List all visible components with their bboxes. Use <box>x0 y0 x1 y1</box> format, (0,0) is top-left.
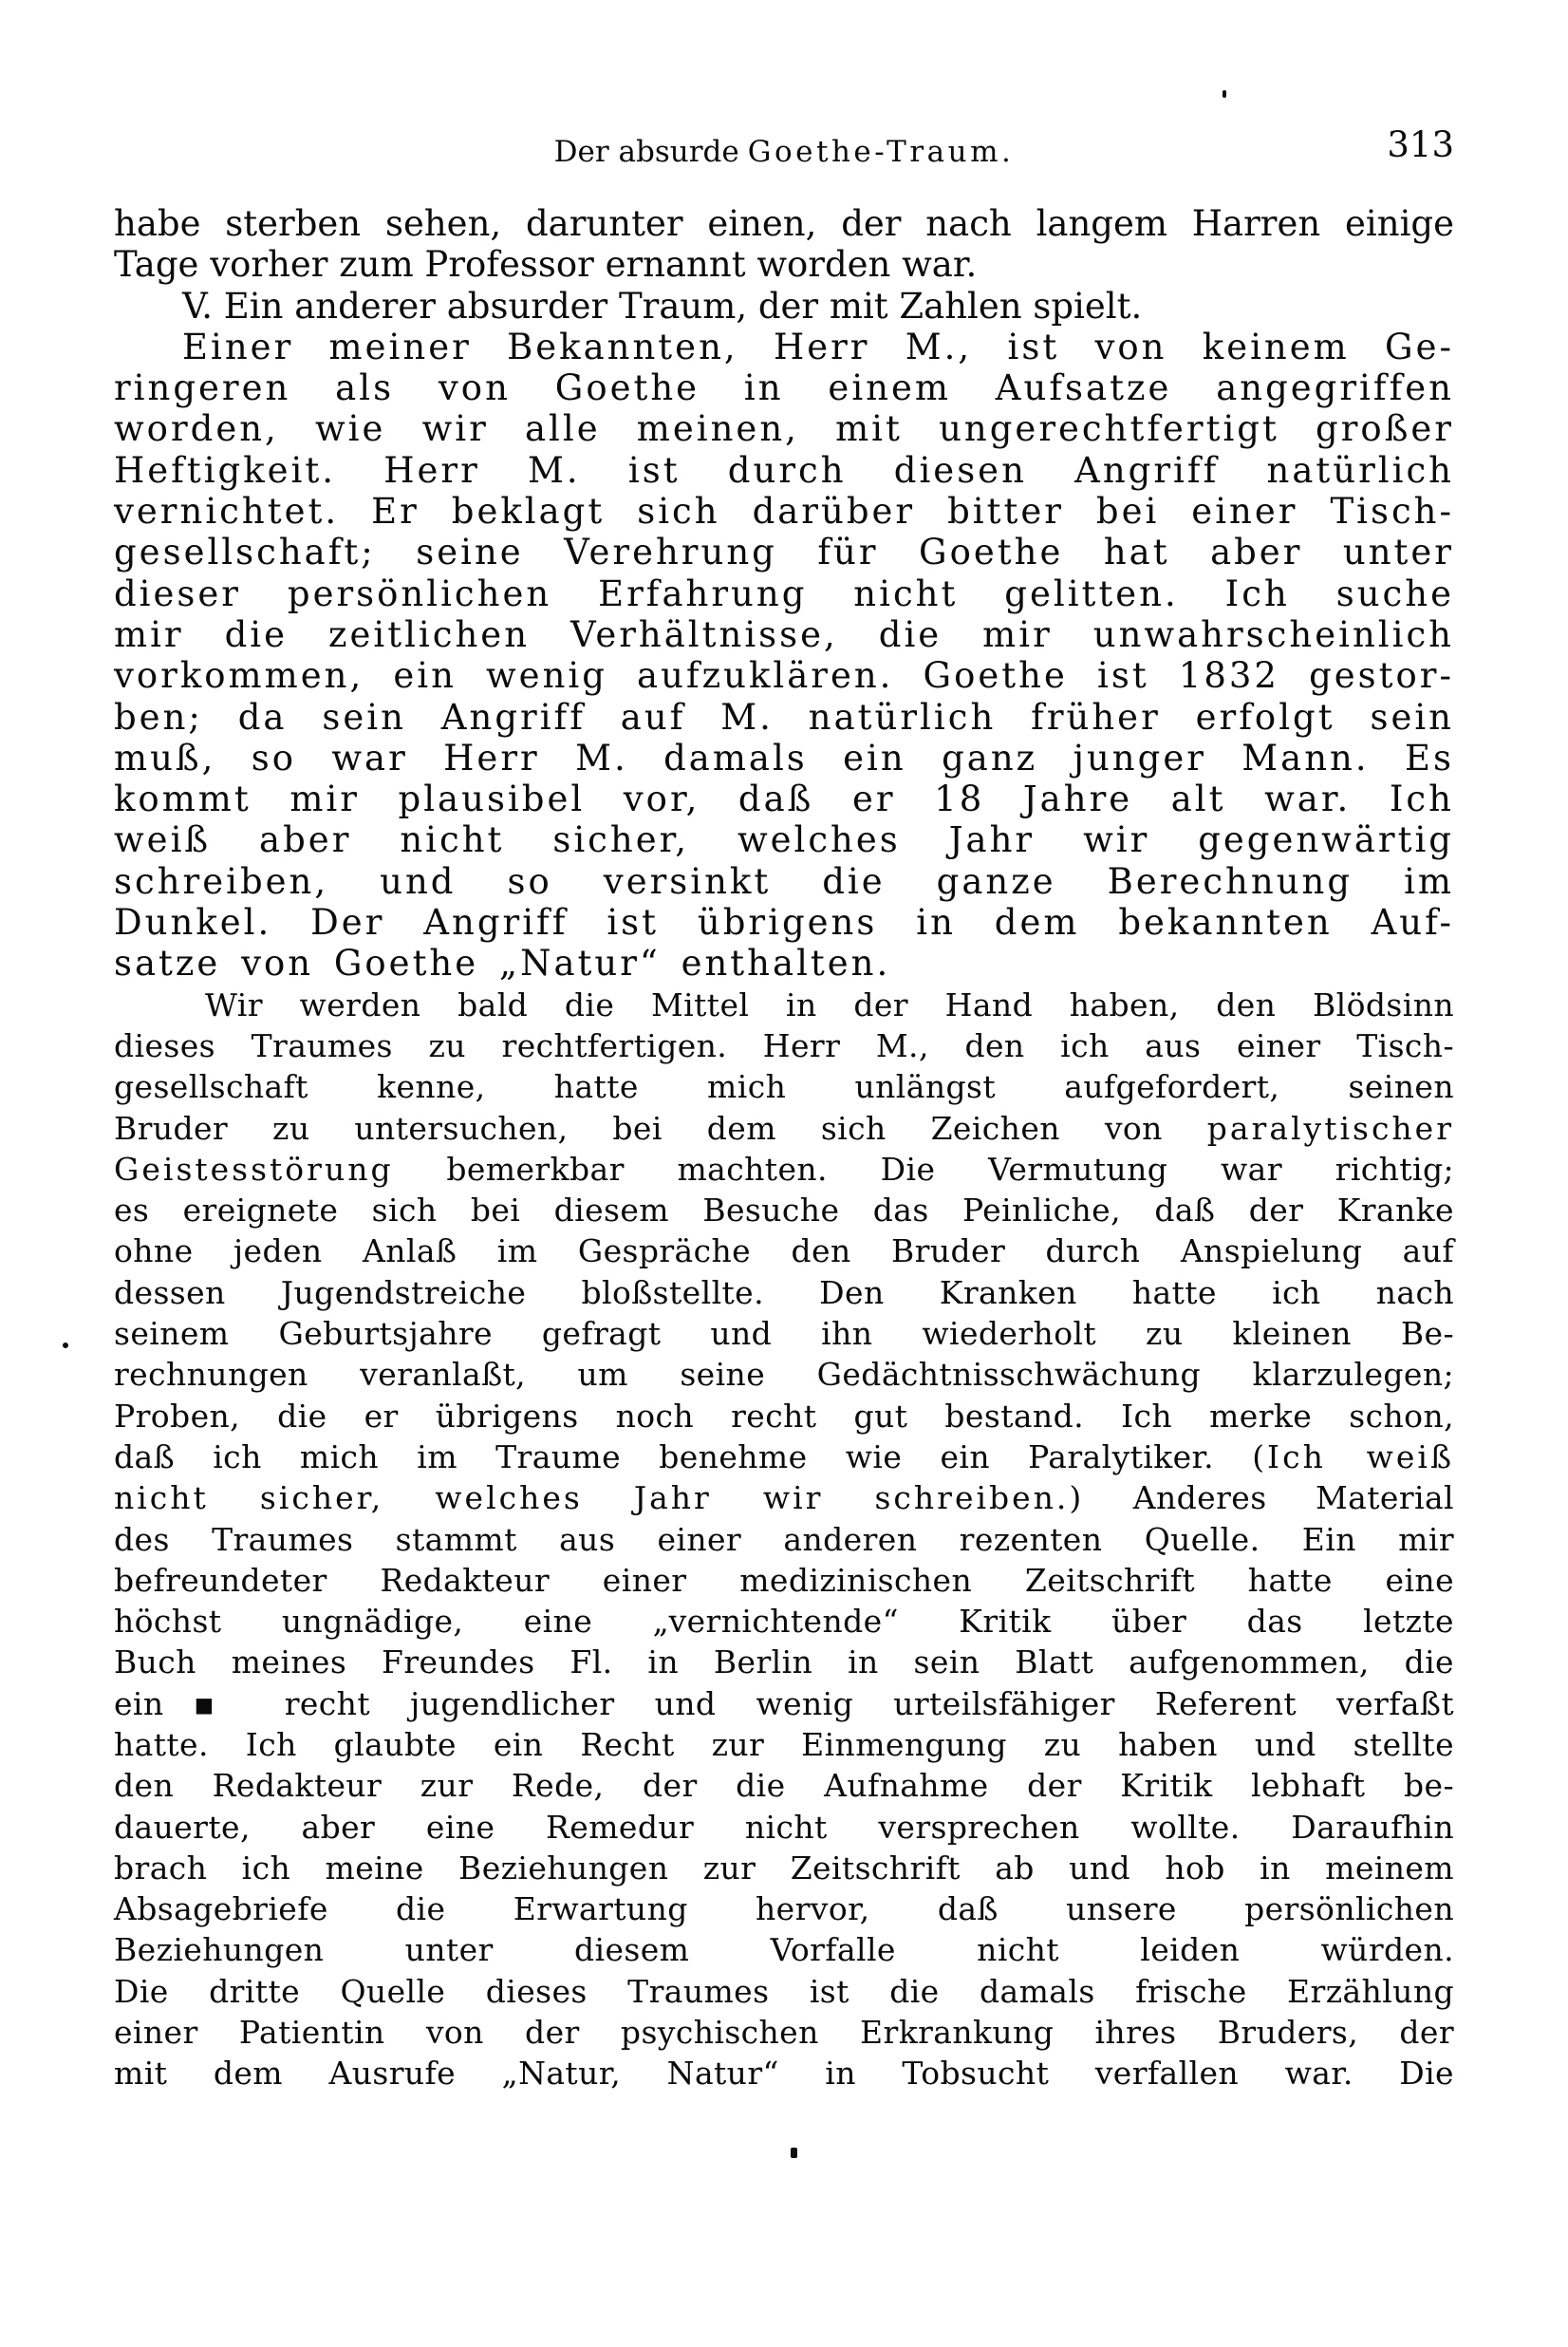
small-text-section <box>114 985 1454 2094</box>
text-line: Beziehungen unter diesem Vorfalle nicht leiden würden. <box>114 1931 1454 1969</box>
text-line: weiß aber nicht sicher, welches Jahr wir gegenwärtig <box>114 819 1454 861</box>
text-line: vernichtet. Er beklagt sich darüber bitter bei einer Tisch- <box>114 491 1454 533</box>
text-line: Bruder zu untersuchen, bei dem sich Zeichen von paralytischer <box>114 1109 1454 1147</box>
text-line: dieser persönlichen Erfahrung nicht gelitten. Ich suche <box>114 573 1454 614</box>
text-line: es ereignete sich bei diesem Besuche das Peinliche, daß der Kranke <box>114 1192 1454 1230</box>
text-block <box>114 203 1454 2094</box>
text-line: vorkommen, ein wenig aufzuklären. Goethe ist 1832 gestor- <box>114 655 1454 697</box>
text-line: satze von Goethe „Natur“ enthalten. <box>114 943 891 985</box>
text-line: V. Ein anderer absurder Traum, der mit Zahlen spielt. <box>182 285 1143 327</box>
text-line: Einer meiner Bekannten, Herr M., ist von keinem Ge- <box>182 326 1454 367</box>
text-line: kommt mir plausibel vor, daß er 18 Jahre alt war. Ich <box>114 779 1454 820</box>
text-line: Buch meines Freundes Fl. in Berlin in sein Blatt aufgenommen, die <box>114 1643 1454 1681</box>
text-line: gesellschaft kenne, hatte mich unlängst aufgefordert, seinen <box>114 1068 1454 1106</box>
ink-speck <box>63 1342 68 1348</box>
text-line: brach ich meine Beziehungen zur Zeitschrift ab und hob in meinem <box>114 1849 1454 1887</box>
text-line: daß ich mich im Traume benehme wie ein Paralytiker. (Ich weiß <box>114 1437 1454 1475</box>
text-line: rechnungen veranlaßt, um seine Gedächtnisschwächung klarzulegen; <box>114 1356 1454 1394</box>
text-line: seinem Geburtsjahre gefragt und ihn wiederholt zu kleinen Be- <box>114 1315 1454 1353</box>
text-line: ein▪ recht jugendlicher und wenig urteilsfähiger Referent verfaßt <box>114 1684 1454 1722</box>
page-title-emphasis: Goethe-Traum. <box>747 135 1015 169</box>
text-line: des Traumes stammt aus einer anderen rezenten Quelle. Ein mir <box>114 1520 1454 1558</box>
text-line: schreiben, und so versinkt die ganze Berechnung im <box>114 860 1454 902</box>
text-line: dieses Traumes zu rechtfertigen. Herr M., den ich aus einer Tisch- <box>114 1026 1454 1064</box>
text-line: Absagebriefe die Erwartung hervor, daß unsere persönlichen <box>114 1890 1454 1928</box>
page-title <box>114 131 1454 173</box>
page-title-prefix: Der absurde <box>553 135 739 169</box>
text-line: Wir werden bald die Mittel in der Hand haben, den Blödsinn <box>205 986 1454 1023</box>
text-line: mir die zeitlichen Verhältnisse, die mir unwahrscheinlich <box>114 613 1454 655</box>
text-line: hatte. Ich glaubte ein Recht zur Einmengung zu haben und stellte <box>114 1725 1454 1763</box>
text-line: Heftigkeit. Herr M. ist durch diesen Angriff natürlich <box>114 449 1454 491</box>
text-line: ben; da sein Angriff auf M. natürlich früher erfolgt sein <box>114 696 1454 738</box>
running-header <box>114 124 1454 177</box>
page-number: 313 <box>1387 124 1454 165</box>
text-line: dessen Jugendstreiche bloßstellte. Den Kranken hatte ich nach <box>114 1273 1454 1311</box>
ink-speck <box>791 2148 797 2158</box>
text-line: einer Patientin von der psychischen Erkrankung ihres Bruders, der <box>114 2014 1454 2052</box>
text-line: muß, so war Herr M. damals ein ganz junger Mann. Es <box>114 737 1454 779</box>
text-line: höchst ungnädige, eine „vernichtende“ Kritik über das letzte <box>114 1603 1454 1641</box>
text-line: Dunkel. Der Angriff ist übrigens in dem bekannten Auf- <box>114 902 1454 944</box>
text-line: den Redakteur zur Rede, der die Aufnahme der Kritik lebhaft be- <box>114 1767 1454 1805</box>
ink-speck <box>1223 90 1226 98</box>
large-text-section <box>114 203 1454 985</box>
text-line: Tage vorher zum Professor ernannt worden war. <box>114 244 978 286</box>
text-line: ohne jeden Anlaß im Gespräche den Bruder durch Anspielung auf <box>114 1232 1454 1270</box>
text-line: befreundeter Redakteur einer medizinischen Zeitschrift hatte eine <box>114 1561 1454 1599</box>
text-line: dauerte, aber eine Remedur nicht versprechen wollte. Daraufhin <box>114 1808 1454 1846</box>
text-line: ringeren als von Goethe in einem Aufsatze angegriffen <box>114 367 1454 409</box>
text-line: Geistesstörung bemerkbar machten. Die Vermutung war richtig; <box>114 1150 1454 1188</box>
text-line: gesellschaft; seine Verehrung für Goethe hat aber unter <box>114 532 1454 573</box>
text-line: nicht sicher, welches Jahr wir schreiben.) Anderes Material <box>114 1479 1454 1517</box>
text-line: Die dritte Quelle dieses Traumes ist die damals frische Erzählung <box>114 1972 1454 2010</box>
text-line: Proben, die er übrigens noch recht gut bestand. Ich merke schon, <box>114 1397 1454 1435</box>
text-line: worden, wie wir alle meinen, mit ungerechtfertigt großer <box>114 408 1454 450</box>
text-line: mit dem Ausrufe „Natur, Natur“ in Tobsucht verfallen war. Die <box>114 2055 1454 2093</box>
text-line: habe sterben sehen, darunter einen, der nach langem Harren einige <box>114 203 1454 244</box>
